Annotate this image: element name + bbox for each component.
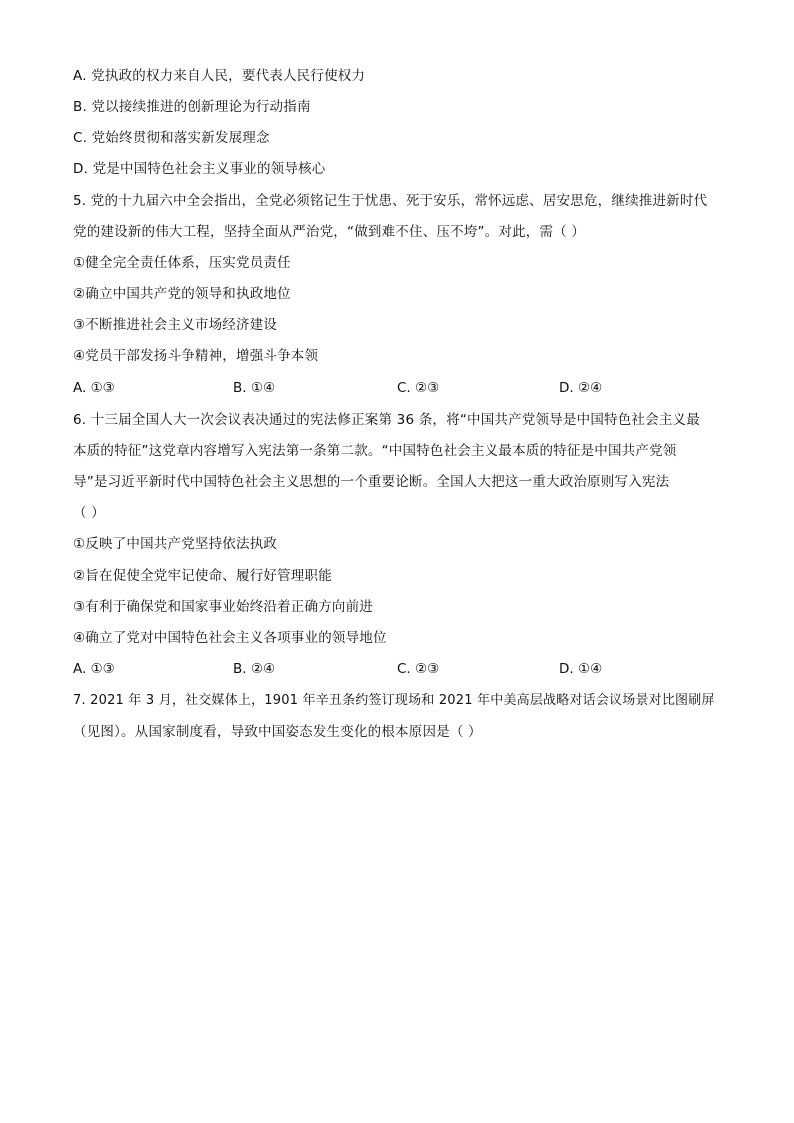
q6-choice-a: A. ①③	[73, 661, 115, 677]
q6-statement-1: ①反映了中国共产党坚持依法执政	[73, 536, 278, 552]
q6-choice-b: B. ②④	[233, 661, 276, 677]
q6-stem-line-1: 6. 十三届全国人大一次会议表决通过的宪法修正案第 36 条，将“中国共产党领导是中国特色社会主义最	[73, 412, 700, 428]
q7-stem-line-2: （见图）。从国家制度看，导致中国姿态发生变化的根本原因是（ ）	[73, 724, 482, 740]
q5-choice-c: C. ②③	[397, 380, 440, 396]
q5-statement-2: ②确立中国共产党的领导和执政地位	[73, 286, 291, 302]
q4-option-d: D. 党是中国特色社会主义事业的领导核心	[73, 161, 326, 177]
q6-statement-4: ④确立了党对中国特色社会主义各项事业的领导地位	[73, 630, 387, 646]
q6-stem-line-2: 本质的特征”这党章内容增写入宪法第一条第二款。“中国特色社会主义最本质的特征是中国共产党领	[73, 443, 677, 459]
q6-stem-line-3: 导”是习近平新时代中国特色社会主义思想的一个重要论断。全国人大把这一重大政治原则写入宪法	[73, 474, 670, 490]
q4-option-a: A. 党执政的权力来自人民，要代表人民行使权力	[73, 68, 366, 84]
q5-stem-line-2: 党的建设新的伟大工程，坚持全面从严治党，“做到难不住、压不垮”。对此，需（ ）	[73, 224, 586, 240]
q5-choice-a: A. ①③	[73, 380, 115, 396]
q7-stem-line-1: 7. 2021 年 3 月，社交媒体上，1901 年辛丑条约签订现场和 2021 年中美高层战略对话会议场景对比图刷屏	[73, 693, 715, 708]
q6-choice-d: D. ①④	[559, 661, 603, 677]
q6-statement-2: ②旨在促使全党牢记使命、履行好管理职能	[73, 568, 332, 584]
q6-statement-3: ③有利于确保党和国家事业始终沿着正确方向前进	[73, 599, 374, 615]
q5-stem-line-1: 5. 党的十九届六中全会指出，全党必须铭记生于忧患、死于安乐，常怀远虑、居安思危，继续推进新时代	[73, 193, 708, 209]
q5-choice-d: D. ②④	[559, 380, 603, 396]
q5-statement-4: ④党员干部发扬斗争精神，增强斗争本领	[73, 348, 319, 364]
q5-statement-3: ③不断推进社会主义市场经济建设	[73, 317, 278, 333]
q4-option-b: B. 党以接续推进的创新理论为行动指南	[73, 99, 311, 115]
q6-choice-c: C. ②③	[397, 661, 440, 677]
q6-stem-line-4: （ ）	[73, 505, 105, 521]
q5-statement-1: ①健全完全责任体系，压实党员责任	[73, 255, 291, 271]
q4-option-c: C. 党始终贯彻和落实新发展理念	[73, 130, 270, 146]
q5-choice-b: B. ①④	[233, 380, 276, 396]
